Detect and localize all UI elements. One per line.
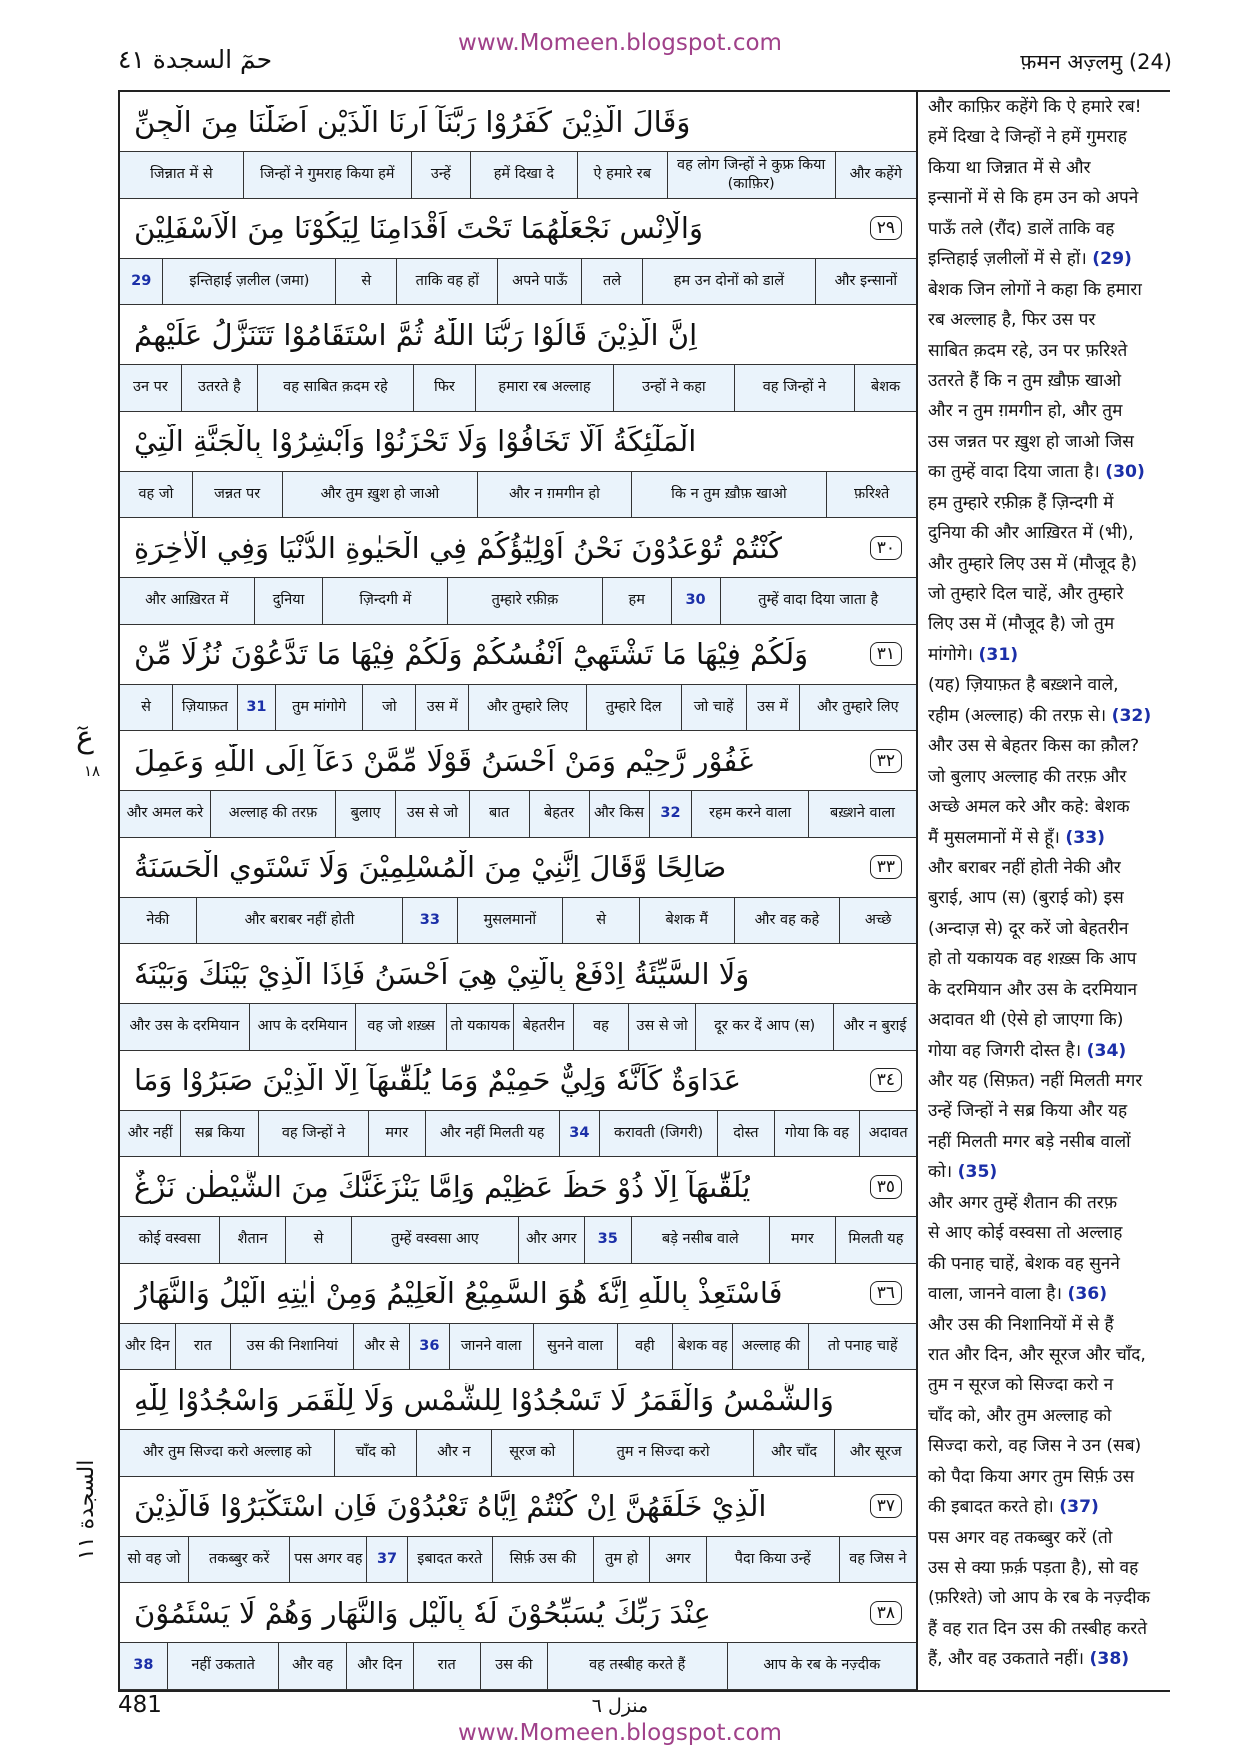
translation-cell: वह जिन्हों ने [258, 1111, 368, 1157]
commentary-line: रहीम (अल्लाह) की तरफ़ से। (32) [928, 705, 1152, 726]
arabic-text: وَقَالَ الَّذِيْنَ كَفَرُوْا رَبَّنَآ اَرِنَا الَّذَيْنِ اَضَلّٰنَا مِنَ الْجِنِّ [134, 104, 691, 139]
commentary-verse-number: (30) [1105, 462, 1145, 483]
translation-cell: जानने वाला [449, 1324, 533, 1370]
translation-cell: और अगर [518, 1217, 584, 1263]
commentary-line: हो तो यकायक वह शख़्स कि आप [928, 949, 1137, 970]
commentary-verse-number: (36) [1067, 1284, 1108, 1305]
translation-cell: जिन्नात में से [150, 166, 213, 183]
commentary-line: जो बुलाए अल्लाह की तरफ़ और [928, 766, 1127, 787]
commentary-line: की इबादत करते हो। (37) [928, 1497, 1099, 1518]
translation-cell: इबादत करते [407, 1537, 492, 1583]
translation-cell: फिर [413, 365, 475, 411]
translation-cell: तकब्बुर करें [188, 1537, 289, 1583]
commentary-line: वाला, जानने वाला है। (36) [928, 1284, 1108, 1305]
commentary-verse-number: (38) [1089, 1649, 1130, 1670]
commentary-verse-number: (31) [978, 644, 1019, 665]
translation-cell: वह जिन्हों ने [734, 365, 855, 411]
translation-cell: रहम करने वाला [691, 791, 808, 837]
translation-cell: और तुम ख़ुश हो जाओ [282, 472, 478, 518]
translation-cell: हमें दिखा दे [470, 152, 577, 198]
translation-cell: तो यकायक [446, 1004, 513, 1050]
commentary-line: चाँद को, और तुम अल्लाह को [928, 1405, 1112, 1426]
word-translation-row [120, 1004, 916, 1051]
translation-cell: इन्तिहाई ज़लील (जमा) [162, 259, 335, 305]
commentary-line: किया था जिन्नात में से और [928, 157, 1091, 178]
arabic-verse-line [120, 1477, 916, 1537]
translation-cell: बुलाए [335, 791, 395, 837]
translation-cell: दुनिया [254, 578, 323, 624]
translation-cell: वह साबित क़दम रहे [257, 365, 413, 411]
translation-cell: वह तस्बीह करते हैं [547, 1643, 727, 1689]
page-frame [118, 90, 1170, 1692]
translation-cell: अल्लाह की [732, 1324, 808, 1370]
arabic-verse-line [120, 305, 916, 365]
ayah-number-marker: ٣٢ [870, 749, 902, 773]
commentary-line: साबित क़दम रहे, उन पर फ़रिश्ते [928, 340, 1128, 361]
arabic-text: وَلَا السَّيِّئَةُ اِدْفَعْ بِالَّتِيْ هِيَ اَحْسَنُ فَاِذَا الَّذِيْ بَيْنَكَ وَبَيْنَهٗ [134, 956, 750, 991]
translation-cell: बेशक मैं [639, 898, 734, 944]
translation-cell: उतरते है [181, 365, 257, 411]
commentary-verse-number: (37) [1059, 1497, 1099, 1518]
commentary-line: और यह (सिफ़त) नहीं मिलती मगर [928, 1071, 1143, 1091]
arabic-text: عِنْدَ رَبِّكَ يُسَبِّحُوْنَ لَهٗ بِالَّيْلِ وَالنَّهَارِ وَهُمْ لَا يَسْئَمُوْنَ [134, 1595, 711, 1630]
translation-cell: ताकि वह हों [396, 259, 497, 305]
translation-cell: से [141, 698, 151, 715]
header-para-name: फ़मन अज़्लमु (24) [1020, 50, 1172, 74]
word-translation-row [120, 898, 916, 945]
translation-cell: फ़रिश्ते [826, 472, 916, 518]
translation-cell: बेशक [854, 365, 916, 411]
commentary-verse-number: (29) [1092, 249, 1132, 270]
ayah-number-marker: ٣٠ [870, 536, 902, 560]
commentary-verse-number: (32) [1111, 705, 1152, 726]
commentary-line: और काफ़िर कहेंगे कि ऐ हमारे रब! [928, 97, 1142, 117]
commentary-line: जो तुम्हारे दिल चाहें, और तुम्हारे [928, 584, 1124, 604]
translation-cell: ऐ हमारे रब [577, 152, 667, 198]
translation-cell: आप के दरमियान [249, 1004, 355, 1050]
word-translation-row [120, 685, 916, 732]
translation-cell: उस की [480, 1643, 547, 1689]
translation-cell: और तुम्हारे लिए [799, 685, 916, 731]
translation-cell: सब्र किया [180, 1111, 258, 1157]
translation-cell: हम उन दोनों को डालें [642, 259, 815, 305]
translation-cell: वह जिस ने [839, 1537, 916, 1583]
footer-website[interactable]: www.Momeen.blogspot.com [458, 1720, 782, 1746]
translation-cell: और नहीं मिलती यह [425, 1111, 559, 1157]
translation-cell: नहीं उकताते [167, 1643, 279, 1689]
translation-cell: दूर कर दें आप (स) [695, 1004, 833, 1050]
arabic-verse-line [120, 199, 916, 259]
translation-cell: और न बुराई [833, 1004, 916, 1050]
arabic-text: الَّذِيْ خَلَقَهُنَّ اِنْ كُنْتُمْ اِيَّاهُ تَعْبُدُوْنَ فَاِنِ اسْتَكْبَرُوْا فَالَّذِيْنَ [134, 1489, 767, 1523]
commentary-line: मैं मुसलमानों में से हूँ। (33) [928, 827, 1106, 848]
translation-cell: से [562, 898, 639, 944]
ayah-number-marker: ٣٥ [870, 1175, 902, 1199]
translation-cell: बेशक वह [672, 1324, 732, 1370]
translation-cell: मगर [769, 1217, 835, 1263]
commentary-line: से आए कोई वस्वसा तो अल्लाह [928, 1223, 1123, 1244]
arabic-text: اِنَّ الَّذِيْنَ قَالُوْا رَبُّنَا اللّٰهُ ثُمَّ اسْتَقَامُوْا تَتَنَزَّلُ عَلَيْهِمُ [134, 317, 698, 352]
ruku-number: ١٨ [84, 762, 101, 780]
translation-cell: तुम्हारे रफ़ीक़ [447, 578, 602, 624]
translation-cell: पस अगर वह [289, 1537, 366, 1583]
commentary-line: अदावत थी (ऐसे हो जाएगा कि) [928, 1010, 1124, 1031]
commentary-line: उन्हें जिन्हों ने सब्र किया और यह [928, 1101, 1128, 1122]
translation-cell: सुनने वाला [533, 1324, 617, 1370]
translation-cell: तुम्हें वादा दिया जाता है [720, 578, 917, 624]
commentary-line: अच्छे अमल करे और कहे: बेशक [928, 797, 1130, 818]
commentary-line: (अन्दाज़ से) दूर करें जो बेहतरीन [928, 918, 1129, 939]
translation-cell: ज़िन्दगी में [322, 578, 447, 624]
translation-cell: बेहतरीन [513, 1004, 573, 1050]
commentary-line: का तुम्हें वादा दिया जाता है। (30) [928, 462, 1145, 483]
commentary-line: तुम न सूरज को सिज्दा करो न [928, 1375, 1114, 1396]
translation-cell: कोई वस्वसा [138, 1231, 201, 1248]
commentary-line: नहीं मिलती मगर बड़े नसीब वालों [928, 1131, 1131, 1152]
commentary-line: पाऊँ तले (रौंद) डालें ताकि वह [928, 218, 1115, 239]
arabic-text: غَفُوْرٍ رَّحِيْمٍ وَمَنْ اَحْسَنُ قَوْلًا مِّمَّنْ دَعَآ اِلَى اللّٰهِ وَعَمِلَ [134, 743, 754, 778]
translation-cell: उन्हों ने कहा [613, 365, 734, 411]
commentary-line: रात और दिन, और सूरज और चाँद, [928, 1344, 1146, 1365]
arabic-verse-line [120, 944, 916, 1004]
arabic-text: كُنْتُمْ تُوْعَدُوْنَ نَحْنُ اَوْلِيٰٓؤُكُمْ فِي الْحَيٰوةِ الدُّنْيَا وَفِي الْاٰخِرَةِ [134, 530, 782, 565]
translation-cell: ज़ियाफ़त [172, 685, 237, 731]
translation-cell: तो पनाह चाहें [808, 1324, 916, 1370]
translation-cell: तुम हो [593, 1537, 649, 1583]
translation-cell: करावती (जिगरी) [599, 1111, 717, 1157]
commentary-verse-number: (34) [1086, 1040, 1127, 1061]
translation-cell: बेहतर [529, 791, 589, 837]
translation-cell: तुम्हें वस्वसा आए [351, 1217, 518, 1263]
verse-number-cell: 33 [402, 898, 456, 944]
arabic-verse-line [120, 412, 916, 472]
commentary-line: उस से क्या फ़र्क़ पड़ता है), सो वह [928, 1558, 1139, 1578]
commentary-line: और बराबर नहीं होती नेकी और [928, 857, 1121, 878]
translation-cell: और दिन [124, 1337, 170, 1354]
ayah-number-marker: ٣٧ [870, 1494, 902, 1518]
commentary-verse-number: (33) [1065, 827, 1106, 848]
commentary-line: और तुम्हारे लिए उस में (मौजूद है) [928, 553, 1138, 574]
translation-cell: पैदा किया उन्हें [706, 1537, 839, 1583]
commentary-line: इन्तिहाई ज़लीलों में से हों। (29) [928, 249, 1132, 270]
ayah-number-marker: ٣٨ [870, 1601, 902, 1625]
word-translation-row [120, 1324, 916, 1371]
commentary-line: सिज्दा करो, वह जिस ने उन (सब) [928, 1436, 1142, 1457]
verse-number-cell: 37 [366, 1537, 406, 1583]
arabic-verse-line [120, 731, 916, 791]
translation-cell: उस में [415, 685, 468, 731]
word-translation-row [120, 365, 916, 412]
verse-number-cell: 30 [671, 578, 720, 624]
translation-cell: तुम्हारे दिल [586, 685, 681, 731]
translation-cell: और वह कहे [734, 898, 840, 944]
verse-number-cell: 35 [584, 1217, 631, 1263]
translation-cell: और चाँद [753, 1430, 835, 1476]
arabic-verse-line [120, 1157, 916, 1217]
translation-cell: और इन्सानों [815, 259, 916, 305]
translation-cell: उन पर [133, 379, 168, 396]
translation-cell: नेकी [146, 911, 170, 928]
translation-cell: अदावत [859, 1111, 916, 1157]
ayah-number-marker: ٣٣ [870, 855, 902, 879]
commentary-line: (फ़रिश्ते) जो आप के रब के नज़्दीक [928, 1588, 1150, 1609]
commentary-verse-number: (35) [957, 1162, 998, 1183]
commentary-line: हमें दिखा दे जिन्हों ने हमें गुमराह [928, 127, 1127, 148]
arabic-verse-line [120, 92, 916, 152]
translation-cell: जिन्हों ने गुमराह किया हमें [243, 152, 411, 198]
ayah-number-marker: ٣١ [870, 642, 902, 666]
translation-cell: मिलती यह [835, 1217, 916, 1263]
arabic-verse-line [120, 1370, 916, 1430]
word-translation-row [120, 1217, 916, 1264]
word-translation-row [120, 152, 916, 199]
translation-cell: जो [362, 685, 415, 731]
commentary-line: हैं वह रात दिन उस की तस्बीह करते [928, 1618, 1148, 1639]
arabic-text: وَلَكُمْ فِيْهَا مَا تَشْتَهِيْٓ اَنْفُسُكُمْ وَلَكُمْ فِيْهَا مَا تَدَّعُوْنَ نُزُلًا مِّنْ [134, 637, 809, 671]
translation-cell: अगर [649, 1537, 705, 1583]
word-translation-row [120, 1643, 916, 1690]
commentary-line: बुराई, आप (स) (बुराई को) इस [928, 888, 1124, 909]
arabic-text: يُلَقّٰىهَآ اِلَّا ذُوْ حَظٍّ عَظِيْمٍ وَاِمَّا يَنْزَغَنَّكَ مِنَ الشَّيْطٰنِ نَزْغٌ [134, 1169, 751, 1204]
translation-cell: और उस के दरमियान [129, 1018, 240, 1035]
verse-number-cell: 38 [133, 1657, 154, 1674]
sajda-label: السجدة ١١ [74, 1459, 99, 1560]
commentary-line: पस अगर वह तकब्बुर करें (तो [928, 1527, 1113, 1548]
header-surah-name: حمٓ السجدة ٤١ [118, 45, 273, 74]
word-translation-row [120, 1111, 916, 1158]
translation-cell: से [285, 1217, 351, 1263]
ruku-marker: عٓ [76, 720, 94, 755]
commentary-line: (यह) ज़ियाफ़त है बख़्शने वाले, [928, 675, 1119, 696]
commentary-line: को पैदा किया अगर तुम सिर्फ़ उस [928, 1466, 1135, 1487]
translation-cell: और दिन [346, 1643, 413, 1689]
arabic-text: صَالِحًا وَّقَالَ اِنَّنِيْ مِنَ الْمُسْلِمِيْنَ وَلَا تَسْتَوِي الْحَسَنَةُ [134, 850, 727, 884]
commentary-line: और न तुम ग़मगीन हो, और तुम [928, 401, 1123, 422]
word-translation-row [120, 578, 916, 625]
translation-cell: तुम मांगोगे [275, 685, 362, 731]
translation-cell: बड़े नसीब वाले [631, 1217, 769, 1263]
arabic-text: الْمَلٰٓئِكَةُ اَلَّا تَخَافُوْا وَلَا تَحْزَنُوْا وَاَبْشِرُوْا بِالْجَنَّةِ الَّتِيْ [134, 424, 697, 458]
ayah-number-marker: ٣٤ [870, 1068, 902, 1092]
commentary-column [922, 92, 1170, 1675]
manzil-label: منزل ٦ [591, 1695, 649, 1717]
verse-number-cell: 31 [237, 685, 275, 731]
page-number: 481 [118, 1692, 162, 1718]
arabic-text: وَالشَّمْسُ وَالْقَمَرُ لَا تَسْجُدُوْا لِلشَّمْسِ وَلَا لِلْقَمَرِ وَاسْجُدُوْا لِلّٰهِ [134, 1382, 834, 1417]
commentary-line: रब अल्लाह है, फिर उस पर [928, 310, 1096, 331]
translation-cell: और से [353, 1324, 409, 1370]
translation-cell: अल्लाह की तरफ़ [210, 791, 335, 837]
commentary-line: को। (35) [928, 1162, 998, 1183]
commentary-line: बेशक जिन लोगों ने कहा कि हमारा [928, 279, 1142, 300]
translation-cell: शैतान [219, 1217, 285, 1263]
translation-cell: अच्छे [839, 898, 916, 944]
translation-cell: वह लोग जिन्हों ने कुफ्र किया (काफ़िर) [667, 152, 835, 198]
commentary-line: दुनिया की और आख़िरत में (भी), [928, 523, 1134, 544]
translation-cell: और वह [278, 1643, 345, 1689]
translation-cell: उन्हें [411, 152, 470, 198]
commentary-line: गोया वह जिगरी दोस्त है। (34) [928, 1040, 1127, 1061]
header-website[interactable]: www.Momeen.blogspot.com [458, 30, 782, 56]
arabic-text: عَدَاوَةٌ كَاَنَّهٗ وَلِيٌّ حَمِيْمٌ وَمَا يُلَقّٰىهَآ اِلَّا الَّذِيْنَ صَبَرُوْا وَمَا [134, 1063, 742, 1097]
translation-cell: और कहेंगे [835, 152, 916, 198]
translation-cell: जन्नत पर [192, 472, 282, 518]
translation-cell: सो वह जो [127, 1550, 181, 1567]
translation-cell: से [335, 259, 396, 305]
translation-cell: वही [617, 1324, 673, 1370]
commentary-line: हम तुम्हारे रफ़ीक़ हैं ज़िन्दगी में [928, 492, 1114, 513]
translation-cell: दोस्त [717, 1111, 774, 1157]
translation-cell: जो चाहें [681, 685, 746, 731]
commentary-line: मांगोगे। (31) [928, 644, 1019, 665]
translation-cell: और न ग़मगीन हो [477, 472, 630, 518]
translation-cell: और न [416, 1430, 491, 1476]
translation-cell: उस से जो [628, 1004, 695, 1050]
commentary-line: हैं, और वह उकताते नहीं। (38) [928, 1649, 1130, 1670]
translation-cell: गोया कि वह [774, 1111, 860, 1157]
verse-table [118, 92, 918, 1690]
translation-cell: और बराबर नहीं होती [196, 898, 403, 944]
word-translation-row [120, 259, 916, 306]
commentary-line: उस जन्नत पर ख़ुश हो जाओ जिस [928, 431, 1134, 452]
translation-cell: और आख़िरत में [145, 592, 229, 609]
translation-cell: हम [602, 578, 671, 624]
word-translation-row [120, 472, 916, 519]
translation-cell: तले [581, 259, 642, 305]
commentary-line: लिए उस में (मौजूद है) जो तुम [928, 614, 1115, 635]
word-translation-row [120, 1537, 916, 1584]
translation-cell: मुसलमानों [457, 898, 563, 944]
word-translation-row [120, 791, 916, 838]
arabic-verse-line [120, 518, 916, 578]
verse-number-cell: 36 [409, 1324, 449, 1370]
arabic-text: وَالْاِنْسِ نَجْعَلْهُمَا تَحْتَ اَقْدَامِنَا لِيَكُوْنَا مِنَ الْاَسْفَلِيْنَ [134, 211, 703, 245]
translation-cell: रात [175, 1324, 231, 1370]
translation-cell: और सूरज [834, 1430, 916, 1476]
arabic-verse-line [120, 1583, 916, 1643]
translation-cell: और किस [589, 791, 649, 837]
translation-cell: कि न तुम ख़ौफ़ खाओ [631, 472, 827, 518]
commentary-line: इन्सानों में से कि हम उन को अपने [928, 188, 1139, 209]
translation-cell: वह जो शख़्स [355, 1004, 446, 1050]
translation-cell: तुम न सिज्दा करो [573, 1430, 753, 1476]
translation-cell: बख़्शने वाला [808, 791, 916, 837]
translation-cell: आप के रब के नज़्दीक [727, 1643, 916, 1689]
arabic-verse-line [120, 1264, 916, 1324]
translation-cell: और तुम सिज्दा करो अल्लाह को [142, 1444, 312, 1461]
translation-cell: मगर [368, 1111, 425, 1157]
translation-cell: और अमल करे [126, 805, 204, 822]
commentary-line: और अगर तुम्हें शैतान की तरफ़ [928, 1192, 1118, 1213]
translation-cell: उस से जो [395, 791, 469, 837]
translation-cell: वह [573, 1004, 628, 1050]
translation-cell: सूरज को [491, 1430, 573, 1476]
ayah-number-marker: ٣٦ [870, 1281, 902, 1305]
translation-cell: उस में [746, 685, 799, 731]
translation-cell: अपने पाऊँ [497, 259, 581, 305]
translation-cell: और तुम्हारे लिए [468, 685, 585, 731]
verse-number-cell: 32 [649, 791, 692, 837]
commentary-line: और उस से बेहतर किस का क़ौल? [928, 736, 1140, 757]
translation-cell: रात [413, 1643, 480, 1689]
verse-number-cell: 29 [131, 272, 152, 289]
translation-cell: हमारा रब अल्लाह [475, 365, 613, 411]
commentary-line: और उस की निशानियों में से हैं [928, 1314, 1114, 1335]
commentary-line: की पनाह चाहें, बेशक वह सुनने [928, 1253, 1120, 1274]
arabic-verse-line [120, 625, 916, 685]
translation-cell: चाँद को [334, 1430, 416, 1476]
commentary-line: के दरमियान और उस के दरमियान [928, 979, 1138, 1000]
word-translation-row [120, 1430, 916, 1477]
commentary-line: उतरते हैं कि न तुम ख़ौफ़ खाओ [928, 370, 1122, 391]
ayah-number-marker: ٢٩ [870, 216, 902, 240]
translation-cell: वह जो [138, 485, 174, 502]
translation-cell: बात [469, 791, 529, 837]
translation-cell: उस की निशानियां [230, 1324, 353, 1370]
arabic-text: فَاسْتَعِذْ بِاللّٰهِ اِنَّهٗ هُوَ السَّمِيْعُ الْعَلِيْمُ وَمِنْ اٰيٰتِهِ الَّيْلُ وَالنَّهَارُ [134, 1276, 783, 1310]
arabic-verse-line [120, 838, 916, 898]
verse-number-cell: 34 [559, 1111, 600, 1157]
translation-cell: सिर्फ़ उस की [492, 1537, 593, 1583]
arabic-verse-line [120, 1051, 916, 1111]
translation-cell: और नहीं [127, 1124, 173, 1141]
